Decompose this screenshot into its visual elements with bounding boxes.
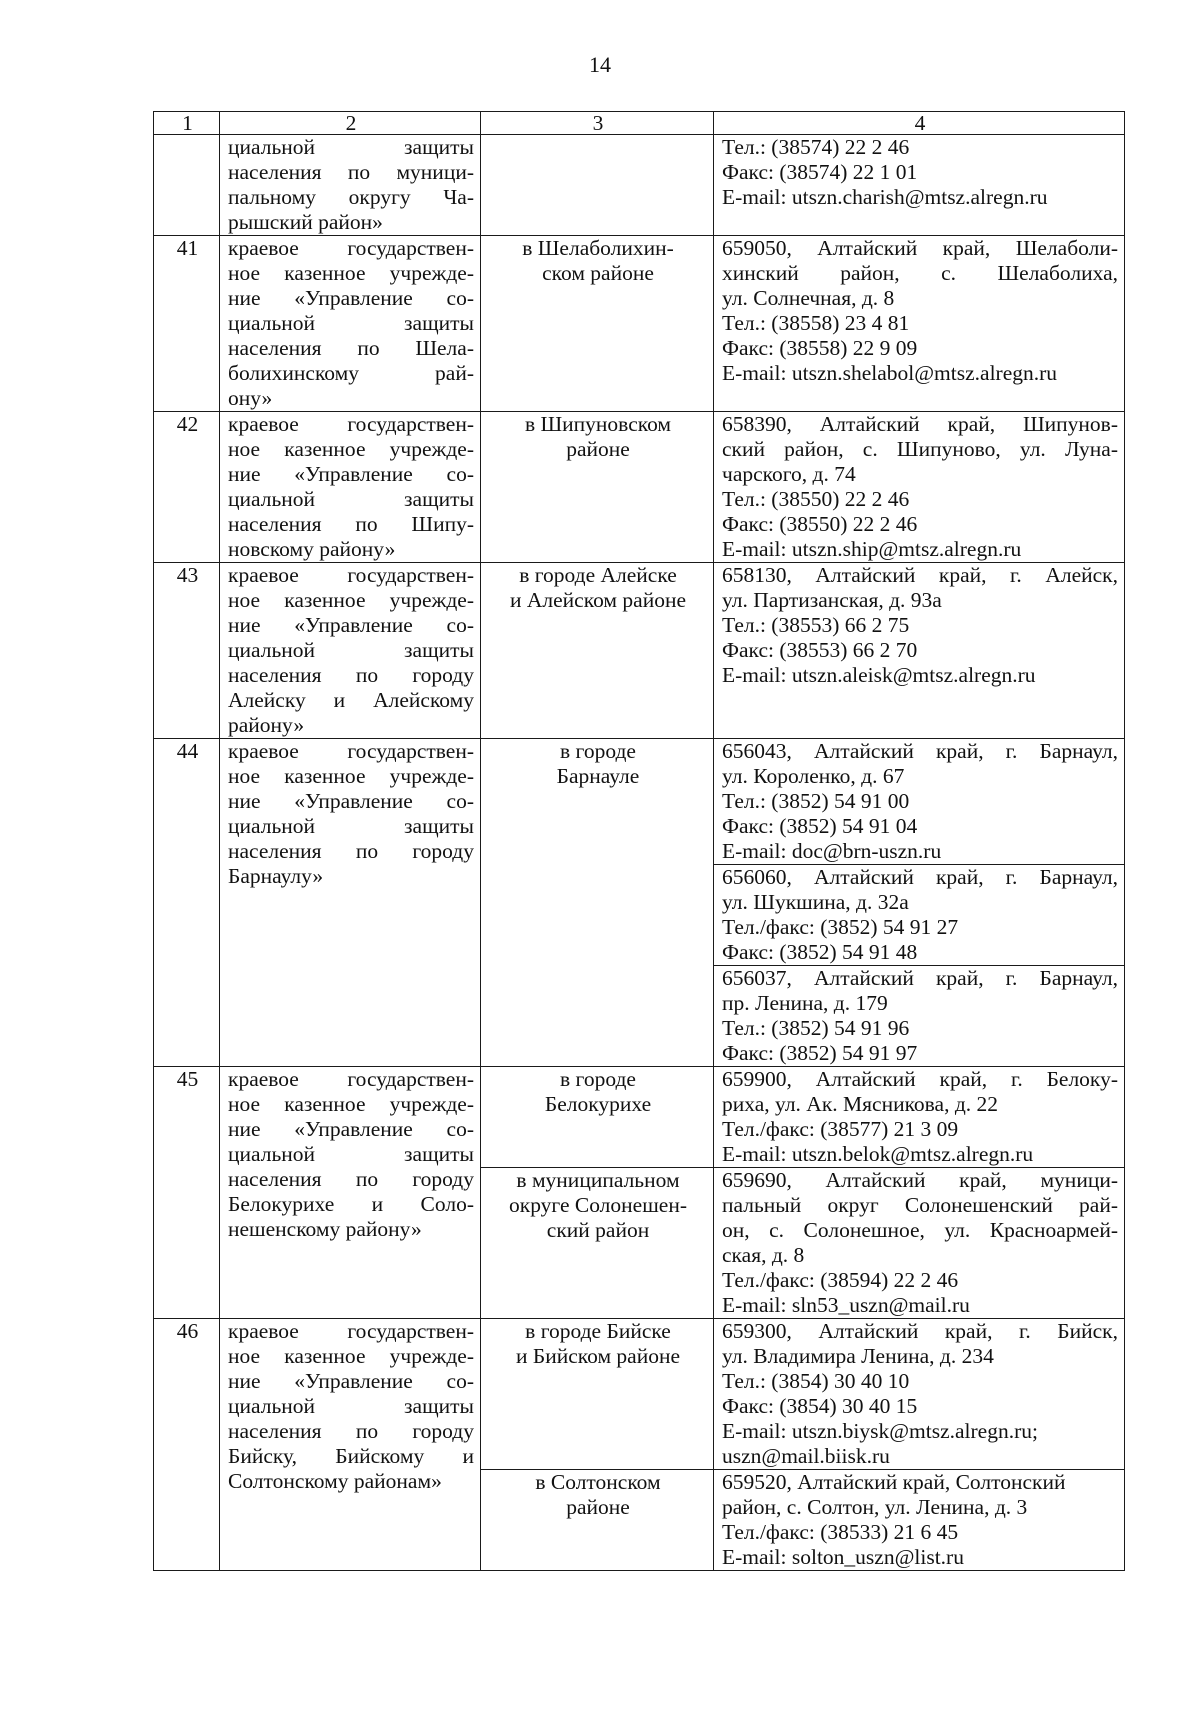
- text-line: ное казенное учрежде-: [228, 764, 474, 788]
- text-line: ние «Управление со-: [228, 613, 474, 637]
- text-line: циальной защиты: [228, 135, 474, 159]
- text-line: населения по городу: [228, 1167, 474, 1191]
- text-line: 656060, Алтайский край, г. Барнаул,: [722, 865, 1118, 889]
- territory-cell: [481, 739, 714, 1067]
- text-line: E-mail: utszn.biysk@mtsz.alregn.ru;: [722, 1419, 1038, 1443]
- text-line: Тел./факс: (38577) 21 3 09: [722, 1117, 959, 1141]
- text-line: 658130, Алтайский край, г. Алейск,: [722, 563, 1118, 587]
- text-line: ул. Короленко, д. 67: [722, 764, 905, 788]
- text-line: ул. Шукшина, д. 32а: [722, 890, 909, 914]
- institution-name-cell: [220, 563, 481, 739]
- text-line: циальной защиты: [228, 1142, 474, 1166]
- text-line: населения по Шела-: [228, 336, 474, 360]
- text-line: в городе: [560, 1067, 636, 1091]
- territory-cell: [481, 1470, 714, 1571]
- text-line: в Шипуновском: [524, 412, 672, 436]
- text-line: 656043, Алтайский край, г. Барнаул,: [722, 739, 1118, 763]
- text-line: E-mail: doc@brn-uszn.ru: [722, 839, 942, 863]
- table-row: [154, 739, 1125, 865]
- text-line: ул. Владимира Ленина, д. 234: [722, 1344, 994, 1368]
- text-line: рышский район»: [228, 210, 383, 234]
- territory-cell: [481, 1067, 714, 1168]
- institution-name-cell: [220, 1067, 481, 1319]
- text-line: Факс: (38558) 22 9 09: [722, 336, 918, 360]
- text-line: Тел.: (38574) 22 2 46: [722, 135, 910, 159]
- text-line: в Солтонском: [535, 1470, 661, 1494]
- table-row: [154, 135, 1125, 236]
- text-line: циальной защиты: [228, 1394, 474, 1418]
- text-line: Белокурихе и Соло-: [228, 1192, 474, 1216]
- text-line: E-mail: solton_uszn@list.ru: [722, 1545, 964, 1569]
- text-line: 659900, Алтайский край, г. Белоку-: [722, 1067, 1118, 1091]
- text-line: риха, ул. Ак. Мясникова, д. 22: [722, 1092, 999, 1116]
- contact-info-cell: [714, 739, 1125, 865]
- text-line: ул. Солнечная, д. 8: [722, 286, 895, 310]
- text-line: ский район, с. Шипуново, ул. Луна-: [722, 437, 1118, 461]
- text-line: ул. Партизанская, д. 93а: [722, 588, 942, 612]
- table-row: [154, 1067, 1125, 1168]
- institution-name-cell: [220, 236, 481, 412]
- text-line: Факс: (38574) 22 1 01: [722, 160, 918, 184]
- row-number-cell: 43: [154, 563, 220, 739]
- text-line: населения по Шипу-: [228, 512, 474, 536]
- text-line: он, с. Солонешное, ул. Красноармей-: [722, 1218, 1118, 1242]
- text-line: пальному округу Ча-: [228, 185, 474, 209]
- text-line: E-mail: utszn.shelabol@mtsz.alregn.ru: [722, 361, 1058, 385]
- text-line: uszn@mail.biisk.ru: [722, 1444, 890, 1468]
- text-line: населения по муници-: [228, 160, 474, 184]
- institution-name-cell: [220, 412, 481, 563]
- text-line: 659690, Алтайский край, муници-: [722, 1168, 1118, 1192]
- text-line: в городе Бийске: [525, 1319, 671, 1343]
- text-line: Тел.: (38553) 66 2 75: [722, 613, 910, 637]
- page-number: 14: [589, 52, 611, 77]
- text-line: Факс: (3852) 54 91 48: [722, 940, 918, 964]
- text-line: Тел.: (3852) 54 91 96: [722, 1016, 910, 1040]
- text-line: краевое государствен-: [228, 739, 474, 763]
- text-line: E-mail: sln53_uszn@mail.ru: [722, 1293, 970, 1317]
- text-line: округе Солонешен-: [509, 1193, 687, 1217]
- text-line: 659300, Алтайский край, г. Бийск,: [722, 1319, 1118, 1343]
- text-line: в муниципальном: [516, 1168, 680, 1192]
- text-line: населения по городу: [228, 1419, 474, 1443]
- territory-cell: [481, 135, 714, 236]
- text-line: ное казенное учрежде-: [228, 1344, 474, 1368]
- column-header-3: 3: [481, 112, 714, 135]
- text-line: болихинскому рай-: [228, 361, 474, 385]
- text-line: Тел.: (38550) 22 2 46: [722, 487, 910, 511]
- territory-cell: [481, 563, 714, 739]
- text-line: ский район: [546, 1218, 650, 1242]
- table-row: [154, 412, 1125, 563]
- text-line: ние «Управление со-: [228, 286, 474, 310]
- institution-name-cell: [220, 135, 481, 236]
- text-line: ние «Управление со-: [228, 789, 474, 813]
- text-line: краевое государствен-: [228, 1319, 474, 1343]
- text-line: 656037, Алтайский край, г. Барнаул,: [722, 966, 1118, 990]
- text-line: районе: [566, 437, 630, 461]
- text-line: в Шелаболихин-: [522, 236, 674, 260]
- column-header-4: 4: [714, 112, 1125, 135]
- contact-info-cell: [714, 236, 1125, 412]
- text-line: Тел./факс: (38594) 22 2 46: [722, 1268, 959, 1292]
- text-line: населения по городу: [228, 663, 474, 687]
- text-line: 659520, Алтайский край, Солтонский: [722, 1470, 1066, 1494]
- text-line: циальной защиты: [228, 638, 474, 662]
- text-line: нешенскому району»: [228, 1217, 422, 1241]
- text-line: краевое государствен-: [228, 236, 474, 260]
- text-line: район, с. Солтон, ул. Ленина, д. 3: [722, 1495, 1028, 1519]
- text-line: в городе: [560, 739, 636, 763]
- text-line: Солтонскому районам»: [228, 1469, 442, 1493]
- text-line: циальной защиты: [228, 311, 474, 335]
- contact-info-cell: [714, 1319, 1125, 1470]
- text-line: чарского, д. 74: [722, 462, 856, 486]
- text-line: ская, д. 8: [722, 1243, 805, 1267]
- text-line: ное казенное учрежде-: [228, 588, 474, 612]
- text-line: ском районе: [542, 261, 654, 285]
- text-line: E-mail: utszn.ship@mtsz.alregn.ru: [722, 537, 1022, 561]
- contact-info-cell: [714, 1470, 1125, 1571]
- territory-cell: [481, 1168, 714, 1319]
- row-number-cell: 41: [154, 236, 220, 412]
- text-line: району»: [228, 713, 305, 737]
- text-line: Барнаулу»: [228, 864, 324, 888]
- text-line: хинский район, с. Шелаболиха,: [722, 261, 1118, 285]
- text-line: Тел./факс: (3852) 54 91 27: [722, 915, 959, 939]
- text-line: Факс: (38550) 22 2 46: [722, 512, 918, 536]
- row-number-cell: [154, 135, 220, 236]
- table-header-row: [154, 112, 1125, 135]
- text-line: в городе Алейске: [519, 563, 677, 587]
- contact-info-cell: [714, 966, 1125, 1067]
- text-line: пальный округ Солонешенский рай-: [722, 1193, 1118, 1217]
- text-line: Бийску, Бийскому и: [228, 1444, 474, 1468]
- text-line: и Алейском районе: [510, 588, 686, 612]
- table-body: [154, 135, 1125, 1571]
- text-line: циальной защиты: [228, 487, 474, 511]
- text-line: Факс: (3854) 30 40 15: [722, 1394, 918, 1418]
- contact-info-cell: [714, 1168, 1125, 1319]
- text-line: 659050, Алтайский край, Шелаболи-: [722, 236, 1118, 260]
- contact-info-cell: [714, 865, 1125, 966]
- table-row: [154, 236, 1125, 412]
- territory-cell: [481, 236, 714, 412]
- text-line: 658390, Алтайский край, Шипунов-: [722, 412, 1118, 436]
- text-line: районе: [566, 1495, 630, 1519]
- text-line: E-mail: utszn.charish@mtsz.alregn.ru: [722, 185, 1048, 209]
- row-number-cell: 42: [154, 412, 220, 563]
- row-number-cell: 45: [154, 1067, 220, 1319]
- text-line: и Бийском районе: [515, 1344, 681, 1368]
- contact-info-cell: [714, 1067, 1125, 1168]
- column-header-1: 1: [154, 112, 220, 135]
- text-line: ние «Управление со-: [228, 1117, 474, 1141]
- territory-cell: [481, 1319, 714, 1470]
- text-line: новскому району»: [228, 537, 396, 561]
- text-line: Тел.: (38558) 23 4 81: [722, 311, 910, 335]
- text-line: циальной защиты: [228, 814, 474, 838]
- text-line: ону»: [228, 386, 273, 410]
- text-line: населения по городу: [228, 839, 474, 863]
- institution-name-cell: [220, 739, 481, 1067]
- text-line: Факс: (3852) 54 91 04: [722, 814, 918, 838]
- text-line: Тел.: (3852) 54 91 00: [722, 789, 910, 813]
- text-line: ние «Управление со-: [228, 462, 474, 486]
- table-row: [154, 1319, 1125, 1470]
- text-line: ние «Управление со-: [228, 1369, 474, 1393]
- text-line: ное казенное учрежде-: [228, 1092, 474, 1116]
- text-line: краевое государствен-: [228, 563, 474, 587]
- row-number-cell: 46: [154, 1319, 220, 1571]
- text-line: E-mail: utszn.aleisk@mtsz.alregn.ru: [722, 663, 1036, 687]
- table-row: [154, 563, 1125, 739]
- text-line: краевое государствен-: [228, 412, 474, 436]
- text-line: Тел.: (3854) 30 40 10: [722, 1369, 910, 1393]
- contact-info-cell: [714, 135, 1125, 236]
- text-line: Факс: (3852) 54 91 97: [722, 1041, 918, 1065]
- territory-cell: [481, 412, 714, 563]
- contact-info-cell: [714, 563, 1125, 739]
- text-line: Белокурихе: [544, 1092, 652, 1116]
- column-header-2: 2: [220, 112, 481, 135]
- text-line: Факс: (38553) 66 2 70: [722, 638, 918, 662]
- text-line: ное казенное учрежде-: [228, 261, 474, 285]
- text-line: Тел./факс: (38533) 21 6 45: [722, 1520, 959, 1544]
- text-line: Барнауле: [556, 764, 640, 788]
- text-line: E-mail: utszn.belok@mtsz.alregn.ru: [722, 1142, 1034, 1166]
- text-line: Алейску и Алейскому: [228, 688, 474, 712]
- row-number-cell: 44: [154, 739, 220, 1067]
- text-line: ное казенное учрежде-: [228, 437, 474, 461]
- contact-info-cell: [714, 412, 1125, 563]
- text-line: краевое государствен-: [228, 1067, 474, 1091]
- institution-name-cell: [220, 1319, 481, 1571]
- text-line: пр. Ленина, д. 179: [722, 991, 888, 1015]
- institutions-table: [153, 111, 1125, 1571]
